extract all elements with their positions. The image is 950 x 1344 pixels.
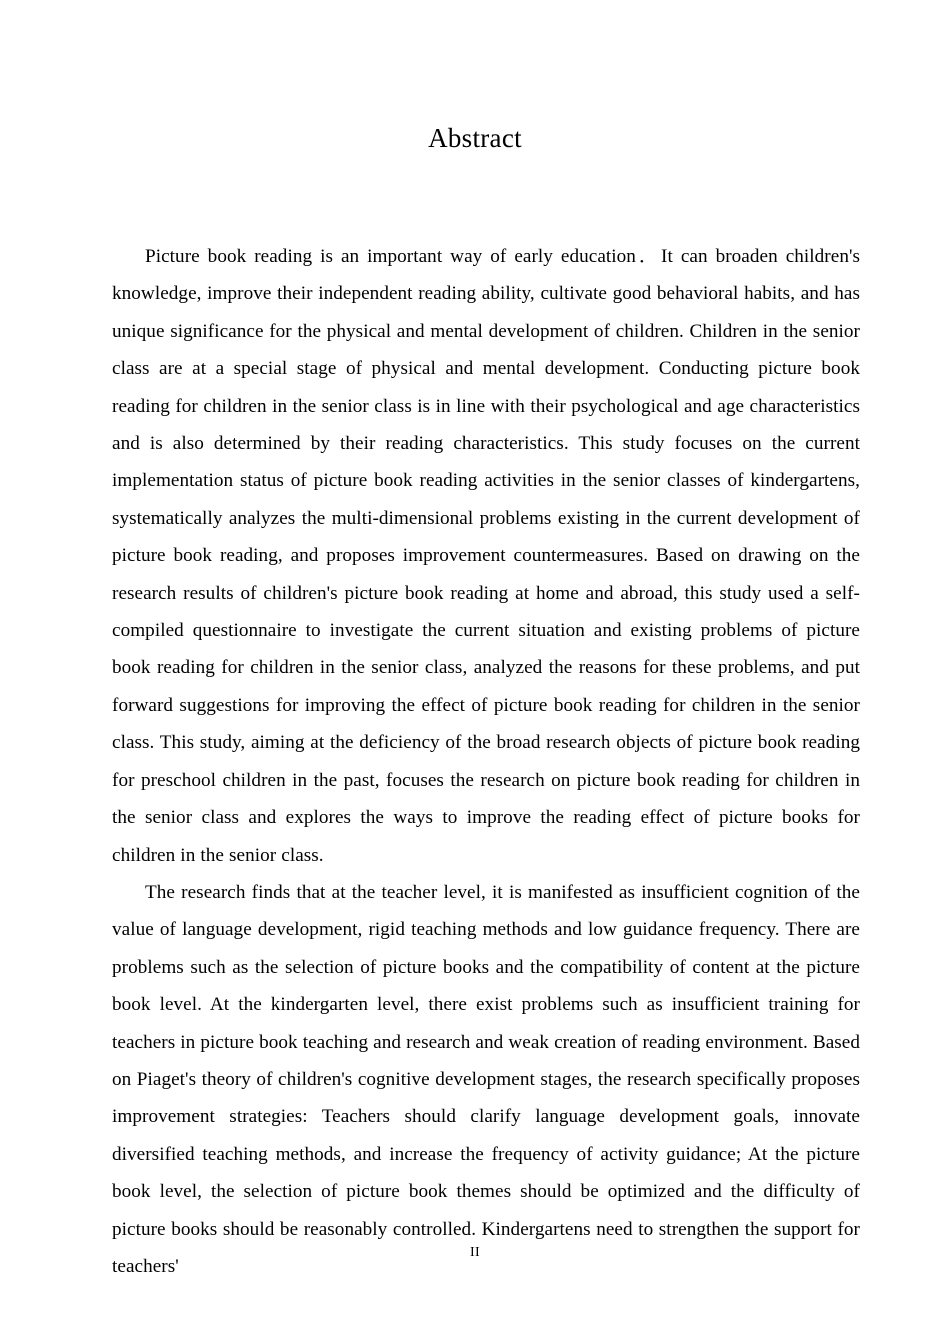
page-title: Abstract [428,123,522,153]
paragraph-2: The research finds that at the teacher level, it is manifested as insufficient cognition of the value of language development, rigid teaching methods and low guidance frequency. There are problems such as the selection of picture books and the compatibility of content at the picture book level. At the kindergarten level, there exist problems such as insufficient training for teachers in picture book teaching and research and weak creation of reading environment. Based on Piaget's theory of children's cognitive development stages, the research specifically proposes improvement strategies: Teachers should clarify language development goals, innovate diversified teaching methods, and increase the frequency of activity guidance; At the picture book level, the selection of picture book themes should be optimized and the difficulty of picture books should be reasonably controlled. Kindergartens need to strengthen the support for teachers' [112,881,860,1277]
paragraph-1: Picture book reading is an important way of early education．It can broaden children's knowledge, improve their independent reading ability, cultivate good behavioral habits, and has unique significance for the physical and mental development of children. Children in the senior class are at a special stage of physical and mental development. Conducting picture book reading for children in the senior class is in line with their psychological and age characteristics and is also determined by their reading characteristics. This study focuses on the current implementation status of picture book reading activities in the senior classes of kindergartens, systematically analyzes the multi-dimensional problems existing in the current development of picture book reading, and proposes improvement countermeasures. Based on drawing on the research results of children's picture book reading at home and abroad, this study used a self-compiled questionnaire to investigate the current situation and existing problems of picture book reading for children in the senior class, analyzed the reasons for these problems, and put forward suggestions for improving the effect of picture book reading for children in the senior class. This study, aiming at the deficiency of the broad research objects of picture book reading for preschool children in the past, focuses the research on picture book reading for children in the senior class and explores the ways to improve the reading effect of picture books for children in the senior class. [112,246,860,866]
abstract-body [112,238,860,1285]
page-number-footer: II [469,1245,481,1260]
